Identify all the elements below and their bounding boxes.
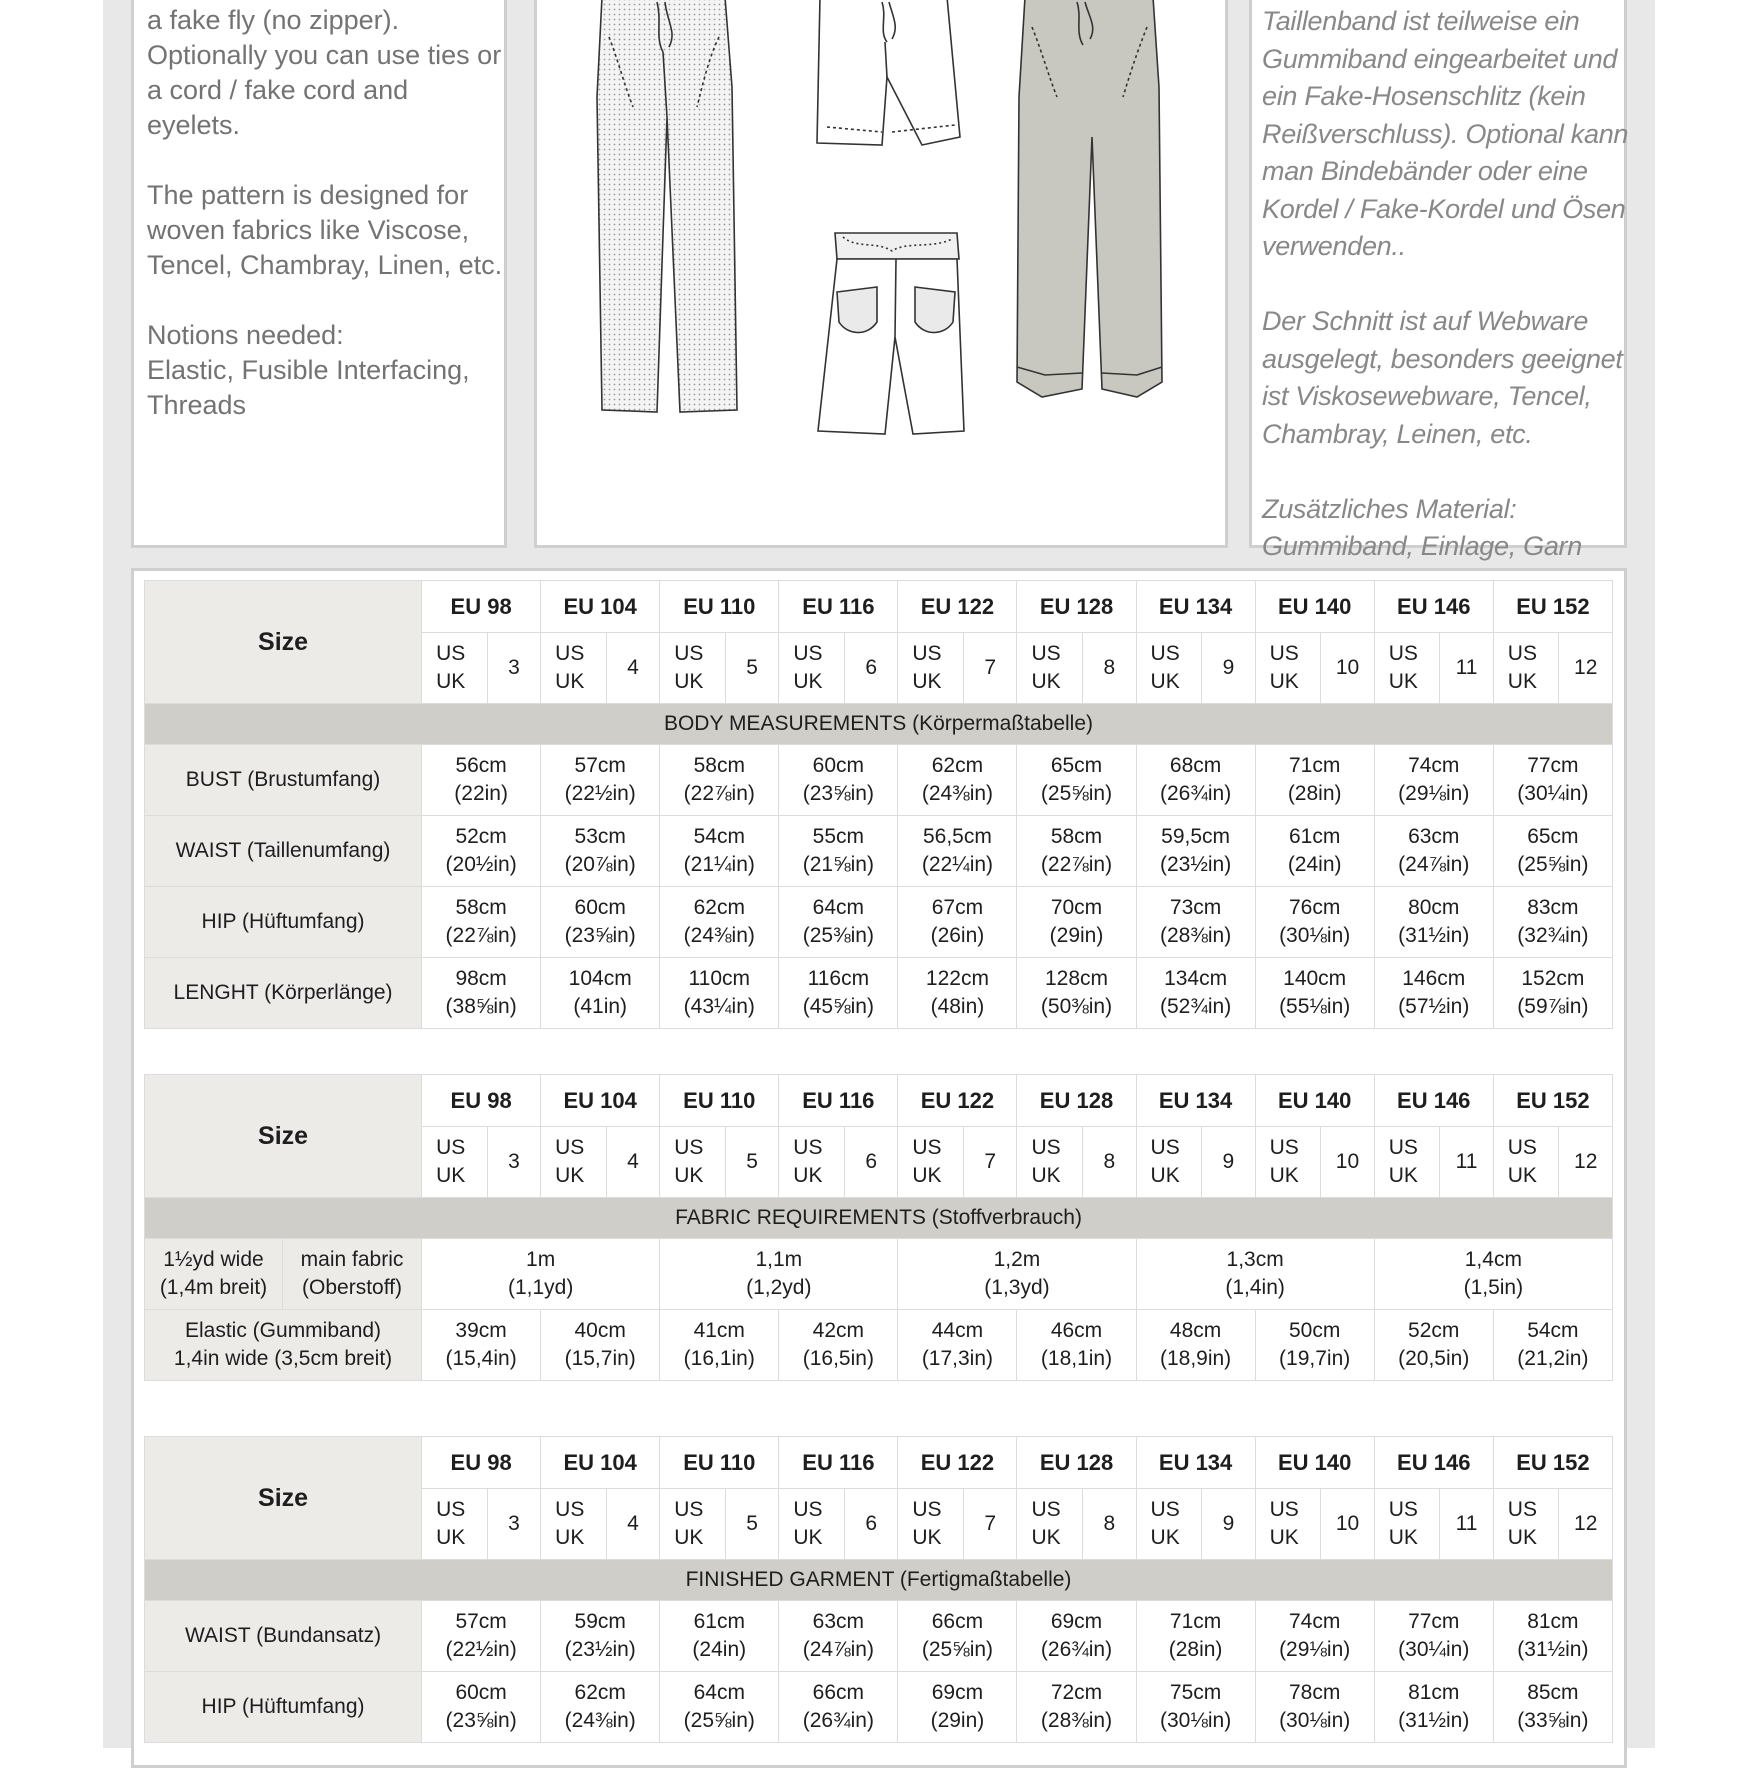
- measurement-value: 55cm (21⅝in): [779, 816, 898, 887]
- us-size-number: 10: [1321, 1489, 1374, 1560]
- measurement-value: 81cm (31½in): [1374, 1672, 1493, 1743]
- us-size-number: 11: [1440, 1127, 1493, 1198]
- eu-size-header: EU 152: [1493, 1075, 1612, 1127]
- measurement-value: 64cm (25⅝in): [660, 1672, 779, 1743]
- measurement-value: 59cm (23½in): [541, 1601, 660, 1672]
- us-uk-label: US UK: [1136, 1489, 1202, 1560]
- us-size-number: 5: [725, 1127, 778, 1198]
- german-description: Taillenband ist teilweise ein Gummiband eingearbeitet und ein Fake-Hosenschlitz (kein Reißverschluss). Optional kann man Bindebänder oder eine Kordel / Fake-Kordel und Ösen verwenden.. Der Schnitt ist auf Webware ausgelegt, besonders geeignet ist Viskosewebware, Tencel, Chambray, Leinen, etc. Zusätzliches Material: Gummiband, Einlage, Garn: [1262, 6, 1629, 561]
- measurement-value: 77cm (30¼in): [1374, 1601, 1493, 1672]
- us-size-number: 3: [487, 1127, 540, 1198]
- main-fabric-value: 1,3cm (1,4in): [1136, 1239, 1374, 1310]
- eu-size-header: EU 134: [1136, 1075, 1255, 1127]
- us-uk-label: US UK: [422, 1127, 488, 1198]
- us-size-number: 6: [844, 1489, 897, 1560]
- size-header: Size: [145, 1437, 422, 1560]
- measurement-value: 104cm (41in): [541, 958, 660, 1029]
- measurement-value: 69cm (26¾in): [1017, 1601, 1136, 1672]
- us-uk-label: US UK: [1136, 633, 1202, 704]
- measurement-value: 152cm (59⅞in): [1493, 958, 1612, 1029]
- us-uk-label: US UK: [422, 633, 488, 704]
- eu-size-header: EU 128: [1017, 581, 1136, 633]
- measurement-value: 68cm (26¾in): [1136, 745, 1255, 816]
- eu-size-header: EU 146: [1374, 581, 1493, 633]
- measurement-label: BUST (Brustumfang): [145, 745, 422, 816]
- eu-size-header: EU 128: [1017, 1437, 1136, 1489]
- us-size-number: 10: [1321, 633, 1374, 704]
- us-uk-label: US UK: [541, 1489, 607, 1560]
- us-size-number: 12: [1559, 1489, 1613, 1560]
- main-fabric-value: 1m (1,1yd): [422, 1239, 660, 1310]
- elastic-value: 48cm (18,9in): [1136, 1310, 1255, 1381]
- fabric-requirements-title: FABRIC REQUIREMENTS (Stoffverbrauch): [145, 1198, 1613, 1239]
- eu-size-header: EU 134: [1136, 581, 1255, 633]
- elastic-value: 46cm (18,1in): [1017, 1310, 1136, 1381]
- us-uk-label: US UK: [1255, 1127, 1321, 1198]
- measurement-value: 71cm (28in): [1136, 1601, 1255, 1672]
- spacer: [145, 1029, 1613, 1058]
- us-size-number: 8: [1083, 633, 1136, 704]
- pattern-illustration: [537, 0, 1225, 545]
- page: [103, 0, 1655, 1748]
- measurement-value: 72cm (28⅜in): [1017, 1672, 1136, 1743]
- illustration-panel: [534, 0, 1228, 548]
- us-uk-label: US UK: [1374, 633, 1440, 704]
- measurement-value: 57cm (22½in): [422, 1601, 541, 1672]
- measurement-value: 53cm (20⅞in): [541, 816, 660, 887]
- measurement-value: 146cm (57½in): [1374, 958, 1493, 1029]
- shorts-front-drawing: [817, 0, 960, 145]
- us-size-number: 6: [844, 633, 897, 704]
- measurement-label: HIP (Hüftumfang): [145, 887, 422, 958]
- eu-size-header: EU 110: [660, 581, 779, 633]
- shorts-back-drawing: [818, 233, 964, 434]
- eu-size-header: EU 104: [541, 1075, 660, 1127]
- measurement-value: 62cm (24⅜in): [660, 887, 779, 958]
- us-uk-label: US UK: [1017, 1489, 1083, 1560]
- eu-size-header: EU 146: [1374, 1437, 1493, 1489]
- size-header: Size: [145, 1075, 422, 1198]
- jogger-trousers-drawing: [1017, 0, 1162, 397]
- english-description: a fake fly (no zipper). Optionally you can use ties or a cord / fake cord and eyelets. The pattern is designed for woven fabrics like Viscose, Tencel, Chambray, Linen, etc. Notions needed: Elastic, Fusible Interfacing, Threads: [147, 5, 503, 420]
- measurement-value: 75cm (30⅛in): [1136, 1672, 1255, 1743]
- us-uk-label: US UK: [422, 1489, 488, 1560]
- fabric-requirements-table: [144, 1074, 1613, 1381]
- measurement-value: 66cm (25⅝in): [898, 1601, 1017, 1672]
- us-uk-label: US UK: [1255, 633, 1321, 704]
- measurement-value: 77cm (30¼in): [1493, 745, 1612, 816]
- eu-size-header: EU 140: [1255, 1075, 1374, 1127]
- body-measurements-table: [144, 580, 1613, 1057]
- elastic-value: 39cm (15,4in): [422, 1310, 541, 1381]
- measurement-value: 62cm (24⅜in): [541, 1672, 660, 1743]
- main-fabric-label: main fabric (Oberstoff): [282, 1239, 421, 1310]
- measurement-value: 61cm (24in): [1255, 816, 1374, 887]
- us-uk-label: US UK: [898, 1127, 964, 1198]
- eu-size-header: EU 122: [898, 581, 1017, 633]
- elastic-value: 50cm (19,7in): [1255, 1310, 1374, 1381]
- measurement-value: 78cm (30⅛in): [1255, 1672, 1374, 1743]
- measurement-value: 81cm (31½in): [1493, 1601, 1612, 1672]
- us-size-number: 5: [725, 633, 778, 704]
- size-header: Size: [145, 581, 422, 704]
- measurement-label: LENGHT (Körperlänge): [145, 958, 422, 1029]
- elastic-value: 42cm (16,5in): [779, 1310, 898, 1381]
- us-uk-label: US UK: [898, 1489, 964, 1560]
- measurement-value: 140cm (55⅛in): [1255, 958, 1374, 1029]
- us-uk-label: US UK: [1493, 1489, 1559, 1560]
- german-description-panel: [1249, 0, 1629, 561]
- measurement-value: 63cm (24⅞in): [779, 1601, 898, 1672]
- size-tables-panel: [131, 568, 1627, 1768]
- us-uk-label: US UK: [1493, 1127, 1559, 1198]
- eu-size-header: EU 104: [541, 581, 660, 633]
- finished-garment-table: [144, 1436, 1613, 1743]
- us-uk-label: US UK: [779, 1127, 845, 1198]
- us-size-number: 4: [606, 1489, 659, 1560]
- us-uk-label: US UK: [541, 633, 607, 704]
- eu-size-header: EU 116: [779, 1075, 898, 1127]
- us-size-number: 11: [1440, 633, 1493, 704]
- eu-size-header: EU 122: [898, 1437, 1017, 1489]
- us-size-number: 9: [1202, 1127, 1255, 1198]
- eu-size-header: EU 104: [541, 1437, 660, 1489]
- us-size-number: 12: [1559, 633, 1613, 704]
- measurement-value: 128cm (50⅜in): [1017, 958, 1136, 1029]
- measurement-value: 66cm (26¾in): [779, 1672, 898, 1743]
- measurement-value: 59,5cm (23½in): [1136, 816, 1255, 887]
- us-uk-label: US UK: [1136, 1127, 1202, 1198]
- us-size-number: 11: [1440, 1489, 1493, 1560]
- eu-size-header: EU 152: [1493, 1437, 1612, 1489]
- finished-garment-title: FINISHED GARMENT (Fertigmaßtabelle): [145, 1560, 1613, 1601]
- us-uk-label: US UK: [898, 633, 964, 704]
- us-size-number: 9: [1202, 1489, 1255, 1560]
- measurement-value: 61cm (24in): [660, 1601, 779, 1672]
- measurement-value: 56cm (22in): [422, 745, 541, 816]
- measurement-value: 83cm (32¾in): [1493, 887, 1612, 958]
- long-trousers-drawing: [597, 0, 737, 412]
- measurement-value: 64cm (25⅜in): [779, 887, 898, 958]
- measurement-label: WAIST (Taillenumfang): [145, 816, 422, 887]
- measurement-value: 74cm (29⅛in): [1374, 745, 1493, 816]
- measurement-value: 65cm (25⅝in): [1017, 745, 1136, 816]
- measurement-value: 60cm (23⅝in): [779, 745, 898, 816]
- elastic-value: 40cm (15,7in): [541, 1310, 660, 1381]
- us-size-number: 8: [1083, 1127, 1136, 1198]
- eu-size-header: EU 116: [779, 1437, 898, 1489]
- us-uk-label: US UK: [660, 633, 726, 704]
- us-size-number: 12: [1559, 1127, 1613, 1198]
- eu-size-header: EU 116: [779, 581, 898, 633]
- measurement-value: 63cm (24⅞in): [1374, 816, 1493, 887]
- measurement-value: 52cm (20½in): [422, 816, 541, 887]
- measurement-value: 74cm (29⅛in): [1255, 1601, 1374, 1672]
- measurement-value: 134cm (52¾in): [1136, 958, 1255, 1029]
- main-fabric-value: 1,2m (1,3yd): [898, 1239, 1136, 1310]
- us-size-number: 4: [606, 633, 659, 704]
- measurement-value: 67cm (26in): [898, 887, 1017, 958]
- eu-size-header: EU 110: [660, 1437, 779, 1489]
- eu-size-header: EU 134: [1136, 1437, 1255, 1489]
- measurement-value: 54cm (21¼in): [660, 816, 779, 887]
- eu-size-header: EU 98: [422, 1437, 541, 1489]
- measurement-value: 76cm (30⅛in): [1255, 887, 1374, 958]
- eu-size-header: EU 110: [660, 1075, 779, 1127]
- us-uk-label: US UK: [779, 1489, 845, 1560]
- measurement-value: 60cm (23⅝in): [541, 887, 660, 958]
- measurement-value: 58cm (22⅞in): [660, 745, 779, 816]
- measurement-value: 69cm (29in): [898, 1672, 1017, 1743]
- measurement-value: 57cm (22½in): [541, 745, 660, 816]
- us-size-number: 6: [844, 1127, 897, 1198]
- us-uk-label: US UK: [660, 1489, 726, 1560]
- measurement-value: 85cm (33⅝in): [1493, 1672, 1612, 1743]
- measurement-value: 116cm (45⅝in): [779, 958, 898, 1029]
- us-size-number: 3: [487, 1489, 540, 1560]
- eu-size-header: EU 128: [1017, 1075, 1136, 1127]
- elastic-label: Elastic (Gummiband) 1,4in wide (3,5cm breit): [145, 1310, 422, 1381]
- us-uk-label: US UK: [541, 1127, 607, 1198]
- measurement-value: 70cm (29in): [1017, 887, 1136, 958]
- us-uk-label: US UK: [1374, 1127, 1440, 1198]
- us-uk-label: US UK: [1374, 1489, 1440, 1560]
- measurement-label: WAIST (Bundansatz): [145, 1601, 422, 1672]
- elastic-value: 44cm (17,3in): [898, 1310, 1017, 1381]
- measurement-value: 56,5cm (22¼in): [898, 816, 1017, 887]
- us-size-number: 7: [964, 1489, 1017, 1560]
- us-size-number: 3: [487, 633, 540, 704]
- us-size-number: 10: [1321, 1127, 1374, 1198]
- main-fabric-value: 1,4cm (1,5in): [1374, 1239, 1612, 1310]
- elastic-value: 54cm (21,2in): [1493, 1310, 1612, 1381]
- us-uk-label: US UK: [660, 1127, 726, 1198]
- us-uk-label: US UK: [1493, 633, 1559, 704]
- us-size-number: 8: [1083, 1489, 1136, 1560]
- measurement-value: 98cm (38⅝in): [422, 958, 541, 1029]
- elastic-value: 41cm (16,1in): [660, 1310, 779, 1381]
- measurement-value: 71cm (28in): [1255, 745, 1374, 816]
- fabric-width-label: 1½yd wide (1,4m breit): [145, 1239, 283, 1310]
- eu-size-header: EU 122: [898, 1075, 1017, 1127]
- us-size-number: 9: [1202, 633, 1255, 704]
- measurement-value: 58cm (22⅞in): [422, 887, 541, 958]
- measurement-value: 65cm (25⅝in): [1493, 816, 1612, 887]
- measurement-value: 73cm (28⅜in): [1136, 887, 1255, 958]
- english-description-panel: [131, 0, 507, 548]
- eu-size-header: EU 140: [1255, 1437, 1374, 1489]
- us-size-number: 5: [725, 1489, 778, 1560]
- measurement-value: 80cm (31½in): [1374, 887, 1493, 958]
- measurement-label: HIP (Hüftumfang): [145, 1672, 422, 1743]
- us-uk-label: US UK: [1017, 633, 1083, 704]
- measurement-value: 62cm (24⅜in): [898, 745, 1017, 816]
- main-fabric-value: 1,1m (1,2yd): [660, 1239, 898, 1310]
- us-uk-label: US UK: [1255, 1489, 1321, 1560]
- eu-size-header: EU 146: [1374, 1075, 1493, 1127]
- body-measurements-title: BODY MEASUREMENTS (Körpermaßtabelle): [145, 704, 1613, 745]
- measurement-value: 60cm (23⅝in): [422, 1672, 541, 1743]
- us-size-number: 7: [964, 1127, 1017, 1198]
- measurement-value: 58cm (22⅞in): [1017, 816, 1136, 887]
- elastic-value: 52cm (20,5in): [1374, 1310, 1493, 1381]
- measurement-value: 110cm (43¼in): [660, 958, 779, 1029]
- us-size-number: 7: [964, 633, 1017, 704]
- us-size-number: 4: [606, 1127, 659, 1198]
- measurement-value: 122cm (48in): [898, 958, 1017, 1029]
- us-uk-label: US UK: [779, 633, 845, 704]
- eu-size-header: EU 98: [422, 581, 541, 633]
- us-uk-label: US UK: [1017, 1127, 1083, 1198]
- eu-size-header: EU 152: [1493, 581, 1612, 633]
- eu-size-header: EU 140: [1255, 581, 1374, 633]
- eu-size-header: EU 98: [422, 1075, 541, 1127]
